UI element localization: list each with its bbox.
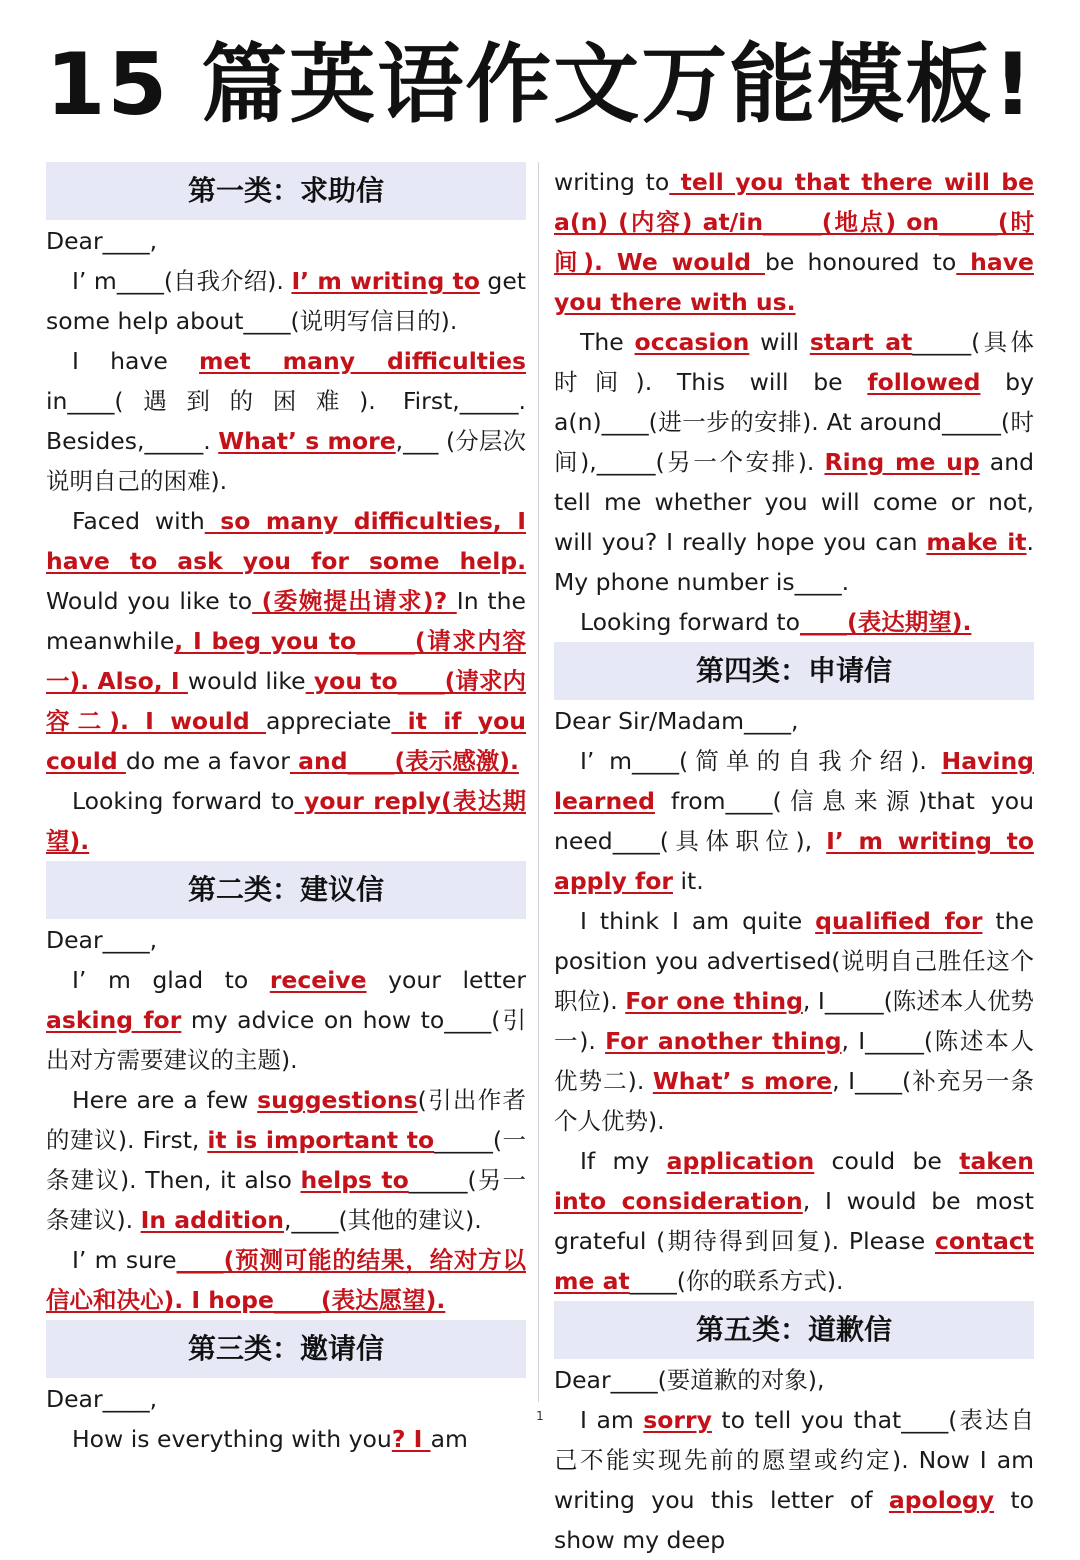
- paragraph: [554, 1360, 1034, 1400]
- body-text: Here are a few: [72, 1086, 258, 1114]
- body-text: If my: [580, 1147, 667, 1175]
- section-heading-advice-letter: 第二类：建议信: [46, 861, 526, 919]
- key-phrase: I’ m writing to: [826, 827, 1034, 855]
- section-heading-help-letter: 第一类：求助信: [46, 162, 526, 220]
- body-text: , I_____(陈述本人优势一).: [554, 987, 1034, 1055]
- body-text: Dear Sir/Madam____,: [554, 707, 799, 735]
- paragraph: [554, 602, 1034, 642]
- body-text: I have: [72, 347, 200, 375]
- body-text: would like: [187, 667, 306, 695]
- key-phrase: occasion: [634, 328, 750, 356]
- body-text: my advice on how to____(引出对方需要建议的主题).: [46, 1006, 526, 1074]
- body-text: _____(一条建议). Then, it also: [46, 1126, 526, 1194]
- paragraph: [554, 1400, 1034, 1560]
- key-phrase: have you there with us.: [554, 248, 1034, 316]
- key-phrase: , I beg you to_____(请求内容一). Also, I: [46, 627, 526, 695]
- paragraph: [46, 781, 526, 861]
- body-text: Faced with: [72, 507, 205, 535]
- body-text: , I____(补充另一条个人优势).: [554, 1067, 1034, 1135]
- key-phrase: Having learned: [554, 747, 1034, 815]
- key-phrase: helps to: [300, 1166, 409, 1194]
- body-text: from____(信息来源)that you need____(具体职位),: [554, 787, 1034, 855]
- key-phrase: suggestions: [257, 1086, 418, 1114]
- key-phrase: receive: [269, 966, 367, 994]
- column-divider: [538, 162, 539, 1402]
- key-phrase: start at: [809, 328, 913, 356]
- section-heading-apology-letter: 第五类：道歉信: [554, 1301, 1034, 1359]
- key-phrase: qualified for: [815, 907, 983, 935]
- key-phrase: application: [666, 1147, 815, 1175]
- key-phrase: apology: [888, 1486, 995, 1514]
- key-phrase: make it: [926, 528, 1027, 556]
- key-phrase: ____(表达期望).: [800, 608, 972, 636]
- page-title: 15 篇英语作文万能模板!: [45, 35, 1035, 135]
- right-column: [554, 162, 1034, 1560]
- paragraph: [554, 162, 1034, 322]
- paragraph: [46, 501, 526, 781]
- key-phrase: What’ s more: [652, 1067, 833, 1095]
- body-text: , I would be most grateful (期待得到回复). Please: [554, 1187, 1034, 1255]
- key-phrase: it is important to: [207, 1126, 435, 1154]
- paragraph: [554, 901, 1034, 1141]
- body-text: I’ m glad to: [72, 966, 270, 994]
- paragraph: [46, 221, 526, 261]
- body-text: am: [430, 1425, 468, 1453]
- paragraph: [554, 322, 1034, 602]
- body-text: to show my deep: [554, 1486, 1035, 1554]
- body-text: to tell you that____(表达自己不能实现先前的愿望或约定). Now I am writing you this letter of: [554, 1406, 1034, 1514]
- body-text: ,____(其他的建议).: [284, 1206, 482, 1234]
- body-text: _____(另一条建议).: [46, 1166, 527, 1234]
- key-phrase: met many difficulties: [199, 347, 526, 375]
- body-text: How is everything with you: [72, 1425, 392, 1453]
- body-text: Dear____,: [46, 926, 158, 954]
- body-text: ,___ (分层次说明自己的困难).: [46, 427, 526, 495]
- paragraph: [46, 1240, 526, 1320]
- body-text: could be: [814, 1147, 960, 1175]
- body-text: Looking forward to: [72, 787, 295, 815]
- body-text: In the meanwhile: [46, 587, 526, 655]
- key-phrase: For one thing: [625, 987, 803, 1015]
- body-text: I think I am quite: [580, 907, 816, 935]
- body-text: (引出作者的建议). First,: [46, 1086, 526, 1154]
- key-phrase: sorry: [643, 1406, 712, 1434]
- body-text: Dear____(要道歉的对象),: [554, 1366, 825, 1394]
- paragraph: [46, 261, 526, 341]
- body-text: writing to: [554, 168, 670, 196]
- body-text: it.: [673, 867, 704, 895]
- body-text: do me a favor: [125, 747, 290, 775]
- paragraph: [554, 1141, 1034, 1301]
- section-heading-invitation-letter: 第三类：邀请信: [46, 1320, 526, 1378]
- body-text: in____(遇到的困难). First,_____. Besides,_____.: [46, 387, 526, 455]
- paragraph: [46, 1419, 526, 1459]
- key-phrase: it if you could: [46, 707, 526, 775]
- key-phrase: For another thing: [605, 1027, 842, 1055]
- section-heading-application-letter: 第四类：申请信: [554, 642, 1034, 700]
- key-phrase: contact me at: [554, 1227, 1034, 1295]
- key-phrase: your reply(表达期望).: [46, 787, 527, 855]
- body-text: I’ m____(自我介绍).: [72, 267, 292, 295]
- body-text: I’ m____(简单的自我介绍).: [580, 747, 942, 775]
- body-text: The: [580, 328, 635, 356]
- body-text: appreciate: [265, 707, 392, 735]
- body-text: I’ m sure: [72, 1246, 177, 1274]
- key-phrase: ? I: [391, 1425, 431, 1453]
- body-text: by a(n)____(进一步的安排). At around_____(时间),_____(另一个安排).: [554, 368, 1034, 476]
- body-text: I am: [580, 1406, 644, 1434]
- body-text: your letter: [366, 966, 526, 994]
- key-phrase: tell you that there will be a(n) (内容) at/in_____(地点) on_____(时间). We would: [554, 168, 1035, 276]
- body-text: . My phone number is____.: [554, 528, 1034, 596]
- body-text: be honoured to: [765, 248, 957, 276]
- body-text: , I_____(陈述本人优势二).: [554, 1027, 1034, 1095]
- key-phrase: asking for: [46, 1006, 182, 1034]
- body-text: the position you advertised(说明自己胜任这个职位).: [554, 907, 1034, 1015]
- key-phrase: (委婉提出请求)?: [252, 587, 457, 615]
- paragraph: [554, 741, 1034, 901]
- paragraph: [554, 701, 1034, 741]
- body-text: get some help about____(说明写信目的).: [46, 267, 527, 335]
- key-phrase: taken into consideration: [554, 1147, 1034, 1215]
- body-text: will: [749, 328, 810, 356]
- body-text: Looking forward to: [580, 608, 801, 636]
- paragraph: [46, 341, 526, 501]
- key-phrase: you to____(请求内容二). I would: [46, 667, 526, 735]
- paragraph: [46, 920, 526, 960]
- key-phrase: followed: [867, 368, 981, 396]
- key-phrase: I’ m writing to: [291, 267, 480, 295]
- body-text: Dear____,: [46, 227, 158, 255]
- paragraph: [46, 1080, 526, 1240]
- body-text: Would you like to: [46, 587, 253, 615]
- key-phrase: so many difficulties, I have to ask you for some help.: [46, 507, 526, 575]
- page-number: 1: [536, 1409, 544, 1423]
- body-text: _____(具体时间). This will be: [554, 328, 1035, 396]
- key-phrase: and____(表示感激).: [289, 747, 519, 775]
- body-text: Dear____,: [46, 1385, 158, 1413]
- body-text: and tell me whether you will come or not, will you? I really hope you can: [554, 448, 1034, 556]
- key-phrase: In addition: [140, 1206, 284, 1234]
- body-text: ____(你的联系方式).: [629, 1267, 844, 1295]
- key-phrase: Ring me up: [824, 448, 980, 476]
- left-column: [46, 162, 526, 1459]
- key-phrase: apply for: [554, 867, 674, 895]
- paragraph: [46, 960, 526, 1080]
- key-phrase: ____(预测可能的结果，给对方以信心和决心). I hope____(表达愿望).: [46, 1246, 526, 1314]
- key-phrase: What’ s more: [218, 427, 396, 455]
